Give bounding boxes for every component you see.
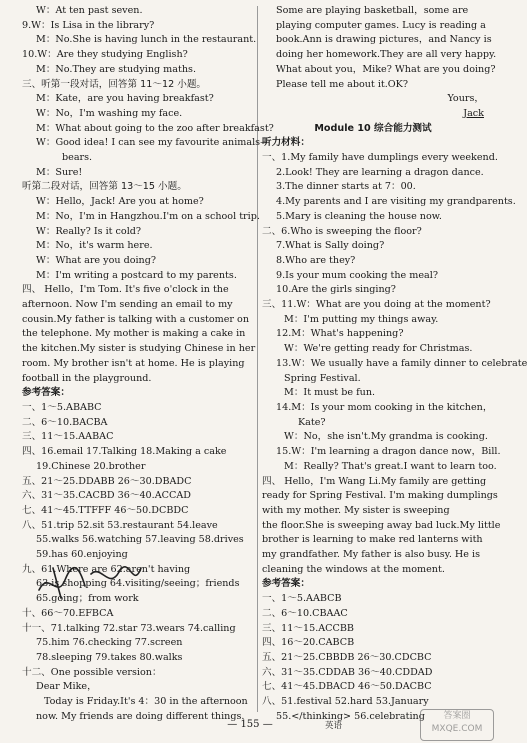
left-line-40: 65.going；from work [36,593,139,605]
right-line-30: 15.W：I'm learning a dragon dance now，Bill. [276,446,501,458]
left-line-44: 78.sleeping 79.takes 80.walks [36,651,183,663]
right-line-4: What about you，Mike? What are you doing? [276,63,496,75]
left-column [22,4,274,724]
right-line-41: 二、6～10.CBAAC [262,607,348,619]
right-line-2: book.Ann is drawing pictures，and Nancy is [276,34,492,46]
left-line-15: W：Really? Is it cold? [36,225,142,237]
left-line-8: M：What about going to the zoo after breakfast? [36,122,274,134]
right-line-10: 一、1.My family have dumplings every weekend. [262,152,498,164]
left-line-23: the kitchen.My sister is studying Chinese in her [22,343,256,355]
left-line-38: 九、61.Where are 62.aren't having [22,563,191,575]
right-line-20: 三、11.W：What are you doing at the moment? [262,299,491,311]
left-line-35: 八、51.trip 52.sit 53.restaurant 54.leave [22,519,218,531]
right-line-36: brother is learning to make red lanterns with [262,534,483,546]
right-line-26: M：It must be fun. [284,387,376,399]
right-line-15: 二、6.Who is sweeping the floor? [262,225,422,237]
right-line-44: 五、21～25.CBBDB 26～30.CDCBC [262,651,432,663]
left-line-42: 十一、71.talking 72.star 73.wears 74.calling [22,622,236,634]
right-line-37: my grandfather. My father is also busy. He is [262,549,481,561]
subject-tag: 英语 [325,721,343,731]
left-answers-heading: 参考答案： [22,387,70,399]
left-line-45: 十二、One possible version： [22,666,162,678]
left-line-0: W：At ten past seven. [36,5,143,16]
left-line-34: 七、41～45.TTFFF 46～50.DCBDC [22,504,189,516]
right-line-29: W：No，she isn't.My grandma is cooking. [284,431,488,443]
right-line-12: 3.The dinner starts at 7：00. [276,181,416,193]
left-line-12: 听第二段对话，回答第 13～15 小题。 [22,181,187,193]
left-line-47: Today is Friday.It's 4：30 in the afternoon [44,696,248,708]
left-line-36: 55.walks 56.watching 57.leaving 58.drives [36,534,244,546]
right-line-21: M：I'm putting my things away. [284,313,439,325]
left-line-21: cousin.My father is talking with a customer on [22,313,249,325]
right-line-17: 8.Who are they? [276,254,356,266]
left-line-27: 一、1～5.ABABC [22,401,102,413]
left-line-18: M：I'm writing a postcard to my parents. [36,269,237,281]
handwritten-scribble [35,560,145,602]
right-line-46: 七、41～45.DBACD 46～50.DACBC [262,681,432,693]
right-answers-heading: 参考答案： [262,578,310,590]
right-line-40: 一、1～5.AABCB [262,593,342,605]
left-line-39: 63.is shopping 64.visiting/seeing；friends [36,578,240,590]
right-line-25: Spring Festival. [284,372,361,384]
letter-closing: Yours， [447,93,484,105]
left-line-22: the telephone. My mother is making a cake in [22,328,246,340]
right-line-19: 10.Are the girls singing? [276,284,396,296]
left-line-37: 59.has 60.enjoying [36,549,128,561]
left-line-25: football in the playground. [22,372,152,384]
left-line-5: 三、听第一段对话，回答第 11～12 小题。 [22,78,207,90]
left-line-9: W：Good idea! I can see my favourite animals— [36,137,270,149]
right-line-11: 2.Look! They are learning a dragon dance. [276,166,484,178]
left-line-30: 四、16.email 17.Talking 18.Making a cake [22,446,227,458]
right-line-16: 7.What is Sally doing? [276,240,385,252]
left-line-3: 10.W：Are they studying English? [22,49,188,61]
column-divider [257,6,258,712]
left-line-7: W：No，I'm washing my face. [36,107,183,119]
left-line-43: 75.him 76.checking 77.screen [36,637,183,649]
left-line-6: M：Kate，are you having breakfast? [36,93,214,105]
right-line-32: 四、 Hello，I'm Wang Li.My family are getting [262,475,487,487]
listening-material-heading: 听力材料： [262,137,310,149]
right-line-38: cleaning the windows at the moment. [262,563,445,575]
left-line-14: M：No，I'm in Hangzhou.I'm on a school trip. [36,210,260,222]
left-line-20: afternoon. Now I'm sending an email to my [22,299,233,311]
right-column [262,4,527,724]
left-line-28: 二、6～10.BACBA [22,416,108,428]
left-line-13: W：Hello，Jack! Are you at home? [36,196,204,208]
left-line-29: 三、11～15.AABAC [22,431,114,443]
right-line-48: 55.</thinking> 56.celebrating [276,710,425,722]
right-line-24: 13.W：We usually have a family dinner to celebrate [276,357,527,369]
left-line-33: 六、31～35.CACBD 36～40.ACCAD [22,490,191,502]
left-line-48: now. My friends are doing different things. [36,710,245,722]
left-line-17: W：What are you doing? [36,254,157,266]
right-line-0: Some are playing basketball，some are [276,5,469,16]
module-title: Module 10 综合能力测试 [314,122,432,134]
left-line-1: 9.W：Is Lisa in the library? [22,19,155,31]
page-number: — 155 — [227,719,273,730]
watermark: 答案圈 MXQE.COM [420,709,494,741]
left-line-32: 五、21～25.DDABB 26～30.DBADC [22,475,192,487]
right-line-13: 4.My parents and I are visiting my grandparents. [276,196,516,208]
left-line-24: room. My brother isn't at home. He is playing [22,357,245,369]
right-line-42: 三、11～15.ACCBB [262,622,354,634]
right-line-14: 5.Mary is cleaning the house now. [276,210,442,222]
right-line-45: 六、31～35.CDDAB 36～40.CDDAD [262,666,433,678]
left-line-31: 19.Chinese 20.brother [36,460,146,472]
right-line-3: doing her homework.They are all very happy. [276,49,497,61]
right-line-43: 四、16～20.CABCB [262,637,355,649]
left-line-4: M：No.They are studying maths. [36,63,197,75]
left-line-19: 四、 Hello，I'm Tom. It's five o'clock in the [22,284,229,296]
left-line-2: M：No.She is having lunch in the restaurant. [36,34,257,46]
left-line-10: bears. [62,152,93,164]
right-line-22: 12.M：What's happening? [276,328,404,340]
right-line-28: Kate? [298,416,326,428]
left-line-16: M：No，it's warm here. [36,240,153,252]
right-line-18: 9.Is your mum cooking the meal? [276,269,438,281]
right-line-27: 14.M：Is your mom cooking in the kitchen， [276,401,493,413]
right-line-23: W：We're getting ready for Christmas. [284,343,473,355]
right-line-34: with my mother. My sister is sweeping [262,504,450,516]
right-line-5: Please tell me about it.OK? [276,78,408,90]
right-line-33: ready for Spring Festival. I'm making dumplings [262,490,498,502]
right-line-31: M：Really? That's great.I want to learn too. [284,460,497,472]
right-line-1: playing computer games. Lucy is reading a [276,19,486,31]
letter-signature: Jack [463,107,484,119]
right-line-47: 八、51.festival 52.hard 53.January [262,696,429,708]
right-line-35: the floor.She is sweeping away bad luck.My little [262,519,501,531]
left-line-41: 十、66～70.EFBCA [22,607,114,619]
left-line-11: M：Sure! [36,166,83,178]
left-line-46: Dear Mike， [36,681,97,693]
